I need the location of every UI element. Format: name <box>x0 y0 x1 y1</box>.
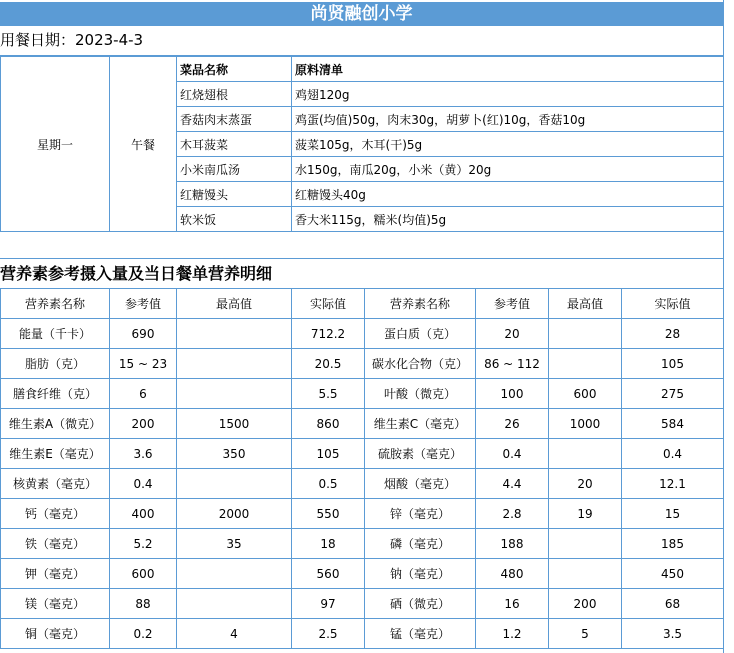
nutrition-cell: 28 <box>622 319 724 349</box>
nutrition-cell: 450 <box>622 559 724 589</box>
ingredients: 红糖馒头40g <box>292 182 724 207</box>
nutrition-cell: 185 <box>622 529 724 559</box>
nutrition-header-row <box>1 289 724 319</box>
nutrition-cell: 712.2 <box>292 319 365 349</box>
nutrition-cell <box>549 529 622 559</box>
ingredients: 菠菜105g，木耳(干)5g <box>292 132 724 157</box>
nutrition-cell: 560 <box>292 559 365 589</box>
nutrition-cell: 275 <box>622 379 724 409</box>
nutrition-cell: 蛋白质（克） <box>365 319 476 349</box>
nutrition-cell: 188 <box>476 529 549 559</box>
nutrition-cell: 200 <box>549 589 622 619</box>
nutrition-cell: 2000 <box>177 499 292 529</box>
nutrition-cell <box>177 469 292 499</box>
nutrition-row <box>1 499 724 529</box>
nutrition-cell: 钙（毫克） <box>1 499 110 529</box>
nutrition-cell: 碳水化合物（克） <box>365 349 476 379</box>
nutrition-row <box>1 469 724 499</box>
nutrition-cell: 钾（毫克） <box>1 559 110 589</box>
nutrition-cell: 690 <box>110 319 177 349</box>
nutrition-cell: 3.5 <box>622 619 724 649</box>
nutrition-section-title: 营养素参考摄入量及当日餐单营养明细 <box>0 258 723 289</box>
nutrition-cell: 600 <box>549 379 622 409</box>
ingredients: 鸡蛋(均值)50g，肉末30g，胡萝卜(红)10g，香菇10g <box>292 107 724 132</box>
nutrition-cell: 5.5 <box>292 379 365 409</box>
nutrition-cell: 0.4 <box>476 439 549 469</box>
nutrition-cell: 16 <box>476 589 549 619</box>
nutrition-cell: 100 <box>476 379 549 409</box>
nutrition-cell: 烟酸（毫克） <box>365 469 476 499</box>
nutrition-row <box>1 559 724 589</box>
nutrition-cell: 脂肪（克） <box>1 349 110 379</box>
nutrition-header-cell: 最高值 <box>177 289 292 319</box>
nutrition-cell <box>177 349 292 379</box>
nutrition-cell: 5 <box>549 619 622 649</box>
ingredients: 鸡翅120g <box>292 82 724 107</box>
nutrition-cell: 叶酸（微克） <box>365 379 476 409</box>
nutrition-cell <box>549 559 622 589</box>
nutrition-cell: 6 <box>110 379 177 409</box>
nutrition-cell: 105 <box>622 349 724 379</box>
nutrition-cell: 2.8 <box>476 499 549 529</box>
ingredients: 香大米115g，糯米(均值)5g <box>292 207 724 232</box>
nutrition-cell: 铁（毫克） <box>1 529 110 559</box>
meal-type-cell: 午餐 <box>110 57 177 232</box>
menu-header-dish: 菜品名称 <box>177 57 292 82</box>
nutrition-cell: 镁（毫克） <box>1 589 110 619</box>
nutrition-cell: 4 <box>177 619 292 649</box>
nutrition-cell: 200 <box>110 409 177 439</box>
nutrition-cell: 88 <box>110 589 177 619</box>
nutrition-cell: 26 <box>476 409 549 439</box>
nutrition-cell: 86 ~ 112 <box>476 349 549 379</box>
nutrition-cell: 15 <box>622 499 724 529</box>
nutrition-row <box>1 619 724 649</box>
nutrition-cell: 锌（毫克） <box>365 499 476 529</box>
nutrition-row <box>1 439 724 469</box>
nutrition-cell <box>177 589 292 619</box>
meal-date: 用餐日期：2023-4-3 <box>0 26 723 56</box>
nutrition-cell <box>549 439 622 469</box>
nutrition-cell <box>177 319 292 349</box>
nutrition-cell: 铜（毫克） <box>1 619 110 649</box>
nutrition-cell <box>177 559 292 589</box>
nutrition-cell: 400 <box>110 499 177 529</box>
nutrition-cell: 860 <box>292 409 365 439</box>
nutrition-row <box>1 409 724 439</box>
nutrition-cell: 20.5 <box>292 349 365 379</box>
nutrition-cell: 锰（毫克） <box>365 619 476 649</box>
nutrition-cell: 20 <box>549 469 622 499</box>
nutrition-cell: 核黄素（毫克） <box>1 469 110 499</box>
nutrition-header-cell: 营养素名称 <box>365 289 476 319</box>
nutrition-cell: 19 <box>549 499 622 529</box>
nutrition-cell: 钠（毫克） <box>365 559 476 589</box>
nutrition-cell: 0.4 <box>622 439 724 469</box>
nutrition-cell: 硫胺素（毫克） <box>365 439 476 469</box>
nutrition-cell: 1500 <box>177 409 292 439</box>
nutrition-cell: 12.1 <box>622 469 724 499</box>
ingredients: 水150g，南瓜20g，小米（黄）20g <box>292 157 724 182</box>
weekday-cell: 星期一 <box>1 57 110 232</box>
nutrition-cell: 1.2 <box>476 619 549 649</box>
menu-table <box>0 56 724 232</box>
nutrition-cell: 20 <box>476 319 549 349</box>
nutrition-cell: 1000 <box>549 409 622 439</box>
nutrition-cell: 硒（微克） <box>365 589 476 619</box>
nutrition-table <box>0 288 724 649</box>
nutrition-cell: 97 <box>292 589 365 619</box>
nutrition-cell: 维生素E（毫克） <box>1 439 110 469</box>
nutrition-cell <box>177 379 292 409</box>
nutrition-cell: 35 <box>177 529 292 559</box>
nutrition-cell: 维生素A（微克） <box>1 409 110 439</box>
nutrition-cell: 0.4 <box>110 469 177 499</box>
nutrition-cell: 磷（毫克） <box>365 529 476 559</box>
nutrition-header-cell: 参考值 <box>476 289 549 319</box>
nutrition-row <box>1 529 724 559</box>
nutrition-cell <box>549 349 622 379</box>
nutrition-cell: 膳食纤维（克） <box>1 379 110 409</box>
nutrition-cell: 3.6 <box>110 439 177 469</box>
nutrition-header-cell: 实际值 <box>292 289 365 319</box>
nutrition-header-cell: 最高值 <box>549 289 622 319</box>
nutrition-row <box>1 589 724 619</box>
nutrition-cell: 能量（千卡） <box>1 319 110 349</box>
nutrition-row <box>1 349 724 379</box>
nutrition-row <box>1 379 724 409</box>
nutrition-cell: 5.2 <box>110 529 177 559</box>
nutrition-header-cell: 营养素名称 <box>1 289 110 319</box>
nutrition-row <box>1 319 724 349</box>
nutrition-cell: 350 <box>177 439 292 469</box>
dish-name: 软米饭 <box>177 207 292 232</box>
nutrition-cell: 105 <box>292 439 365 469</box>
menu-header-ingredients: 原料清单 <box>292 57 724 82</box>
dish-name: 木耳菠菜 <box>177 132 292 157</box>
dish-name: 香菇肉末蒸蛋 <box>177 107 292 132</box>
nutrition-cell: 550 <box>292 499 365 529</box>
nutrition-cell: 600 <box>110 559 177 589</box>
nutrition-cell: 480 <box>476 559 549 589</box>
dish-name: 小米南瓜汤 <box>177 157 292 182</box>
dish-name: 红糖馒头 <box>177 182 292 207</box>
nutrition-cell: 584 <box>622 409 724 439</box>
nutrition-cell: 4.4 <box>476 469 549 499</box>
dish-name: 红烧翅根 <box>177 82 292 107</box>
nutrition-cell: 2.5 <box>292 619 365 649</box>
nutrition-cell: 15 ~ 23 <box>110 349 177 379</box>
nutrition-header-cell: 实际值 <box>622 289 724 319</box>
nutrition-cell: 维生素C（毫克） <box>365 409 476 439</box>
menu-header-row <box>1 57 724 82</box>
nutrition-cell: 0.5 <box>292 469 365 499</box>
nutrition-cell <box>549 319 622 349</box>
school-title: 尚贤融创小学 <box>0 2 723 26</box>
nutrition-cell: 18 <box>292 529 365 559</box>
sheet-right-border <box>723 0 724 653</box>
nutrition-cell: 68 <box>622 589 724 619</box>
nutrition-cell: 0.2 <box>110 619 177 649</box>
nutrition-header-cell: 参考值 <box>110 289 177 319</box>
